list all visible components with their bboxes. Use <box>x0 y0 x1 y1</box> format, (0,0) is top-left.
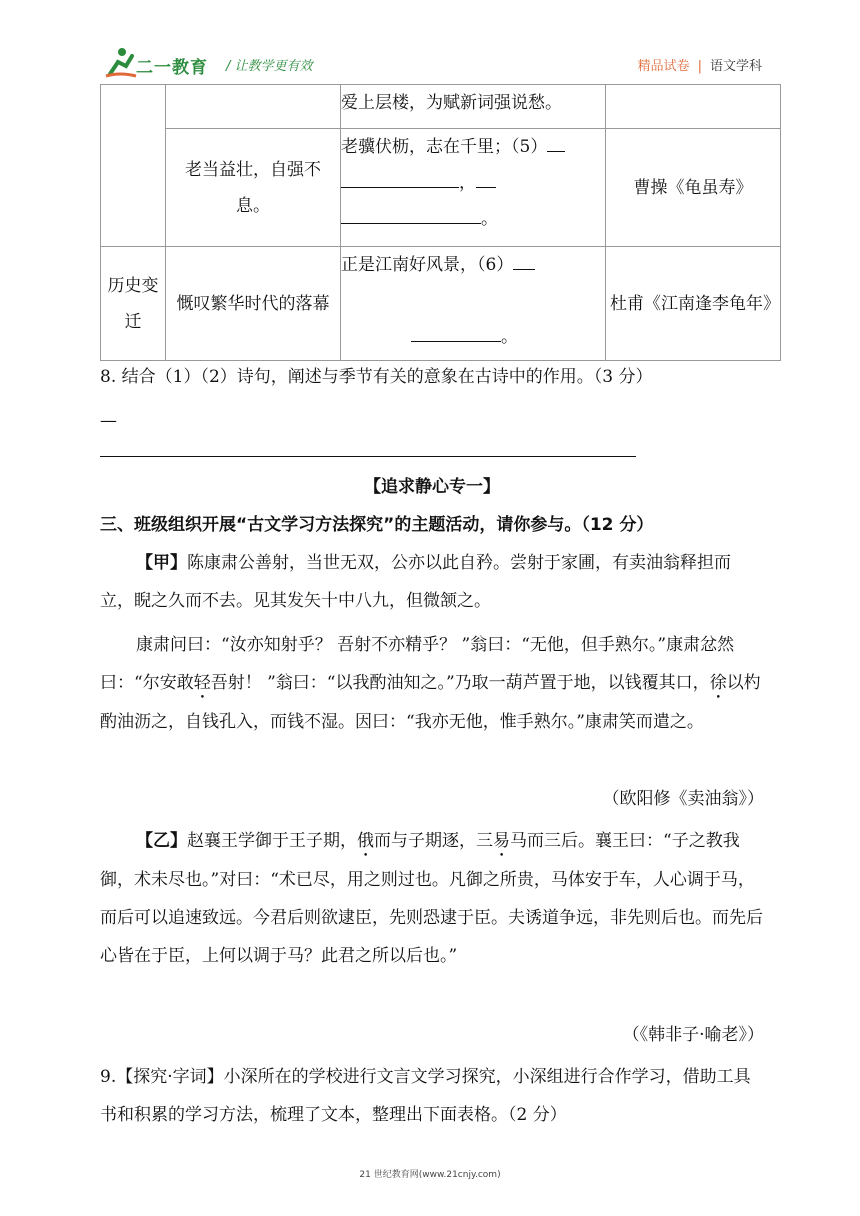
emphasized-word: 易 <box>493 831 510 851</box>
page-footer: 21 世纪教育网(www.21cnjy.com) <box>359 1170 501 1180</box>
table-cell-poem <box>341 85 606 129</box>
slogan: / 让教学更有效 <box>226 59 313 74</box>
passage-text: 康肃问曰：“汝亦知射乎？ 吾射不亦精乎？ ”翁曰：“无他，但手熟尔。”康肃忿然曰：“尔安敢 <box>100 635 735 693</box>
question-9: 9.【探究·字词】小深所在的学校进行文言文学习探究，小深组进行合作学习，借助工具书和积累的学习方法，梳理了文本，整理出下面表格。（2 分） <box>100 1067 751 1125</box>
source-text: 曹操《龟虽寿》 <box>633 177 753 198</box>
page-header <box>100 46 762 82</box>
table-cell-poem <box>341 247 606 361</box>
answer-blank-6[interactable] <box>513 247 535 270</box>
poem-table <box>100 84 781 361</box>
poem-line: 正是江南好风景，（6） <box>341 255 514 275</box>
passage-yi-source: （《韩非子·喻老》） <box>622 1025 764 1045</box>
header-separator: | <box>697 59 702 74</box>
category-text: 历史变迁 <box>107 275 159 332</box>
answer-line[interactable] <box>100 456 636 457</box>
table-cell-theme <box>166 247 341 361</box>
passage-text: 赵襄王学御于王子期， <box>187 831 357 851</box>
answer-blank-5d[interactable] <box>341 201 481 224</box>
answer-blank-5b[interactable] <box>341 165 459 188</box>
passage-text: 而与子期逐，三 <box>374 831 493 851</box>
header-subject <box>638 55 762 74</box>
emphasized-word: 徐 <box>709 673 727 693</box>
header-subject-label: 语文学科 <box>709 59 762 74</box>
period: 。 <box>501 327 518 347</box>
passage-text: 马而三后。襄王曰：“子之教我御，术未尽也。”对曰：“术已尽，用之则过也。凡御之所贵，马体安于车，人心调于马，而后可以追速致远。今君后则欲逮臣，先则恐逮于臣。夫诱道争远，非先则后也。而先后心皆在于臣，上何以调于马？此君之所以后也。” <box>100 831 763 966</box>
table-cell-empty <box>606 85 781 129</box>
theme-text: 老当益壮，自强不息。 <box>185 159 321 216</box>
table-cell-source <box>606 247 781 361</box>
passage-yi <box>100 822 764 975</box>
passage-jia-source: （欧阳修《卖油翁》） <box>602 789 764 809</box>
poem-line: 老骥伏枥，志在千里；（5） <box>341 137 548 157</box>
answer-blank-5c[interactable] <box>476 165 496 188</box>
passage-text: 陈康肃公善射，当世无双，公亦以此自矜。尝射于家圃，有卖油翁释担而立，睨之久而不去。见其发矢十中八九，但微颔之。 <box>100 553 731 611</box>
answer-blank-5[interactable] <box>547 129 565 152</box>
passage-label-yi: 【乙】 <box>136 831 187 851</box>
passage-text: 以杓酌油沥之，自钱孔入，而钱不湿。因曰：“我亦无他，惟手熟尔。”康肃笑而遣之。 <box>100 673 761 732</box>
answer-dash: — <box>100 411 117 431</box>
passage-label-jia: 【甲】 <box>136 553 187 573</box>
table-cell-theme <box>166 129 341 247</box>
table-cell-empty <box>166 85 341 129</box>
table-cell-empty <box>101 85 166 247</box>
table-cell-poem <box>341 129 606 247</box>
passage-jia-p2 <box>100 626 764 741</box>
emphasized-word: 俄 <box>357 831 374 851</box>
period: 。 <box>481 209 498 229</box>
question-8: 8. 结合（1）（2）诗句，阐述与季节有关的意象在古诗中的作用。（3 分） <box>100 367 653 387</box>
answer-blank-6b[interactable] <box>411 319 501 342</box>
poem-line: 爱上层楼，为赋新词强说愁。 <box>341 93 562 113</box>
table-cell-category <box>101 247 166 361</box>
table-cell-source <box>606 129 781 247</box>
logo-text: 二一教育 <box>136 58 208 78</box>
theme-text: 慨叹繁华时代的落幕 <box>176 293 330 314</box>
comma: ， <box>459 173 476 193</box>
header-tag: 精品试卷 <box>637 59 690 74</box>
source-text: 杜甫《江南逢李龟年》 <box>610 293 780 314</box>
question-3-title: 三、班级组织开展“古文学习方法探究”的主题活动，请你参与。（12 分） <box>100 515 654 535</box>
passage-jia-p1 <box>100 544 764 620</box>
passage-text: 吾射！ ”翁曰：“以我酌油知之。”乃取一葫芦置于地，以钱覆其口， <box>210 673 710 693</box>
emphasized-word: 轻 <box>193 673 211 693</box>
section-title: 【追求静心专一】 <box>364 477 500 497</box>
